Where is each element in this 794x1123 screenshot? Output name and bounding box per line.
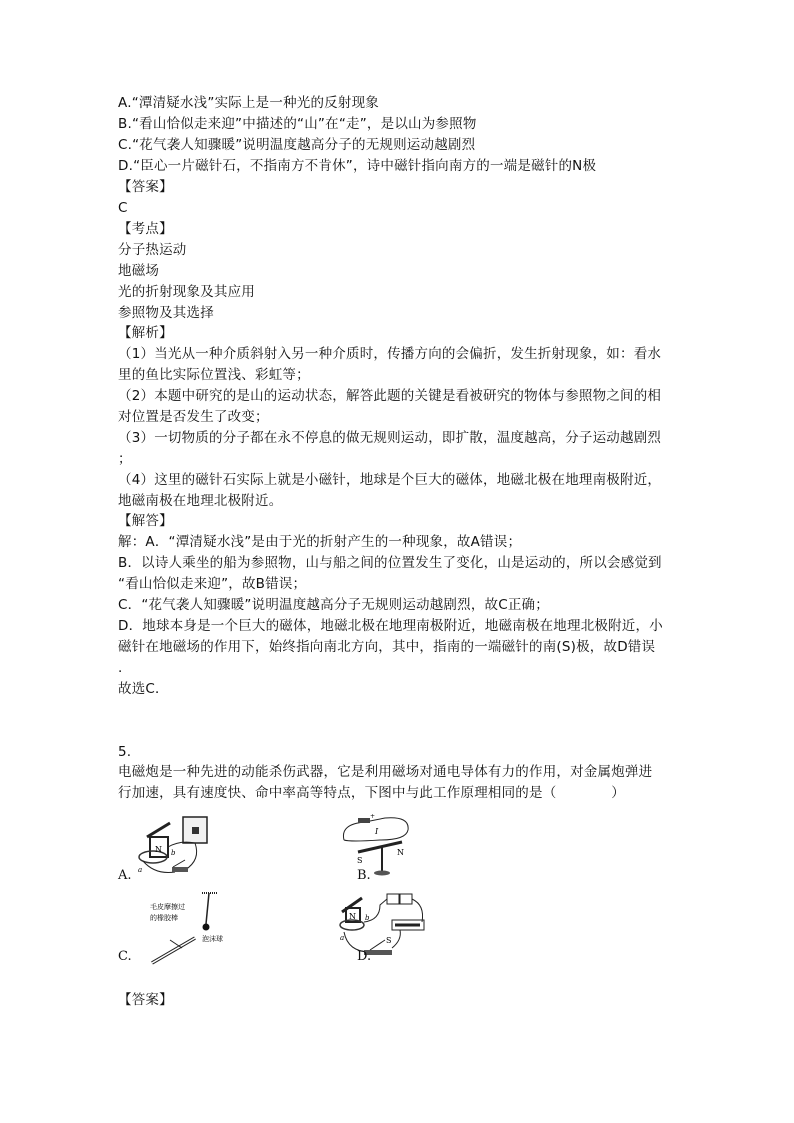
option-a-label: A. [118, 868, 132, 883]
solution-line: 故选C． [118, 681, 169, 697]
label-ball: 泡沫球 [202, 935, 223, 943]
analysis-line: （1）当光从一种介质斜射入另一种介质时，传播方向的会偏折，发生折射现象，如：看水 [118, 346, 662, 362]
analysis-line: （4）这里的磁针石实际上就是小磁针，地球是个巨大的磁体，地磁北极在地理南极附近， [118, 472, 662, 488]
kaodian-item: 分子热运动 [118, 242, 187, 258]
analysis-line: 地磁南极在地理北极附近。 [118, 493, 283, 509]
label-n: N [349, 912, 356, 921]
figure-d-circuit [340, 890, 430, 962]
answer-heading: 【答案】 [118, 179, 173, 195]
figure-a-galvanometer [135, 815, 210, 877]
option-d: D.“臣心一片磁针石，不指南方不肯休”，诗中磁针指向南方的一端是磁针的N极 [118, 158, 597, 174]
label-n: N [155, 845, 162, 854]
option-d-label: D. [357, 949, 372, 964]
label-s: S [357, 856, 363, 865]
kaodian-item: 光的折射现象及其应用 [118, 284, 255, 300]
svg-text:+: + [370, 813, 376, 820]
kaodian-item: 地磁场 [118, 263, 160, 279]
figure-b-oersted [340, 812, 412, 878]
solution-line: 磁针在地磁场的作用下，始终指向南北方向，其中，指南的一端磁针的南(S)极，故D错误 [118, 639, 656, 655]
solution-heading: 【解答】 [118, 513, 173, 529]
option-a: A.“潭清疑水浅”实际上是一种光的反射现象 [118, 95, 379, 111]
analysis-line: 里的鱼比实际位置浅、彩虹等； [118, 367, 310, 383]
label-a: a [138, 866, 143, 874]
solution-line: 解：A．“潭清疑水浅”是由于光的折射产生的一种现象，故A错误； [118, 534, 522, 550]
analysis-line: ； [118, 451, 132, 467]
solution-line: D．地球本身是一个巨大的磁体，地磁北极在地理南极附近，地磁南极在地理北极附近，小 [118, 618, 663, 634]
label-a: a [340, 934, 345, 942]
solution-line: C．“花气袭人知骤暖”说明温度越高分子无规则运动越剧烈，故C正确； [118, 597, 549, 613]
label-rod-1: 毛皮摩擦过 [150, 903, 185, 911]
question-stem: 电磁炮是一种先进的动能杀伤武器，它是利用磁场对通电导体有力的作用，对金属炮弹进 [118, 764, 653, 780]
analysis-line: （2）本题中研究的是山的运动状态，解答此题的关键是看被研究的物体与参照物之间的相 [118, 388, 662, 404]
answer-heading: 【答案】 [118, 992, 173, 1008]
kaodian-heading: 【考点】 [118, 221, 173, 237]
option-c-label: C. [118, 949, 132, 964]
option-b: B.“看山恰似走来迎”中描述的“山”在“走”，是以山为参照物 [118, 116, 477, 132]
answer: C [118, 200, 128, 216]
option-b-label: B. [357, 868, 371, 883]
solution-line: B．以诗人乘坐的船为参照物，山与船之间的位置发生了变化，山是运动的，所以会感觉到 [118, 555, 662, 571]
analysis-line: （3）一切物质的分子都在永不停息的做无规则运动，即扩散，温度越高，分子运动越剧烈 [118, 430, 662, 446]
analysis-line: 对位置是否发生了改变； [118, 409, 269, 425]
figure-c-electrostatic [140, 890, 230, 965]
option-c: C.“花气袭人知骤暖”说明温度越高分子的无规则运动越剧烈 [118, 137, 476, 153]
label-n: N [397, 848, 404, 857]
question-stem: 行加速，具有速度快、命中率高等特点，下图中与此工作原理相同的是（ ） [118, 785, 625, 801]
question-number: 5. [118, 744, 132, 760]
solution-line: . [118, 660, 123, 676]
label-b: b [171, 849, 176, 857]
kaodian-item: 参照物及其选择 [118, 305, 214, 321]
analysis-heading: 【解析】 [118, 325, 173, 341]
label-rod-2: 的橡胶棒 [150, 914, 178, 922]
label-b: b [365, 914, 370, 922]
label-s: S [386, 936, 392, 945]
solution-line: “看山恰似走来迎”，故B错误； [118, 576, 307, 592]
label-current: I [375, 827, 379, 836]
